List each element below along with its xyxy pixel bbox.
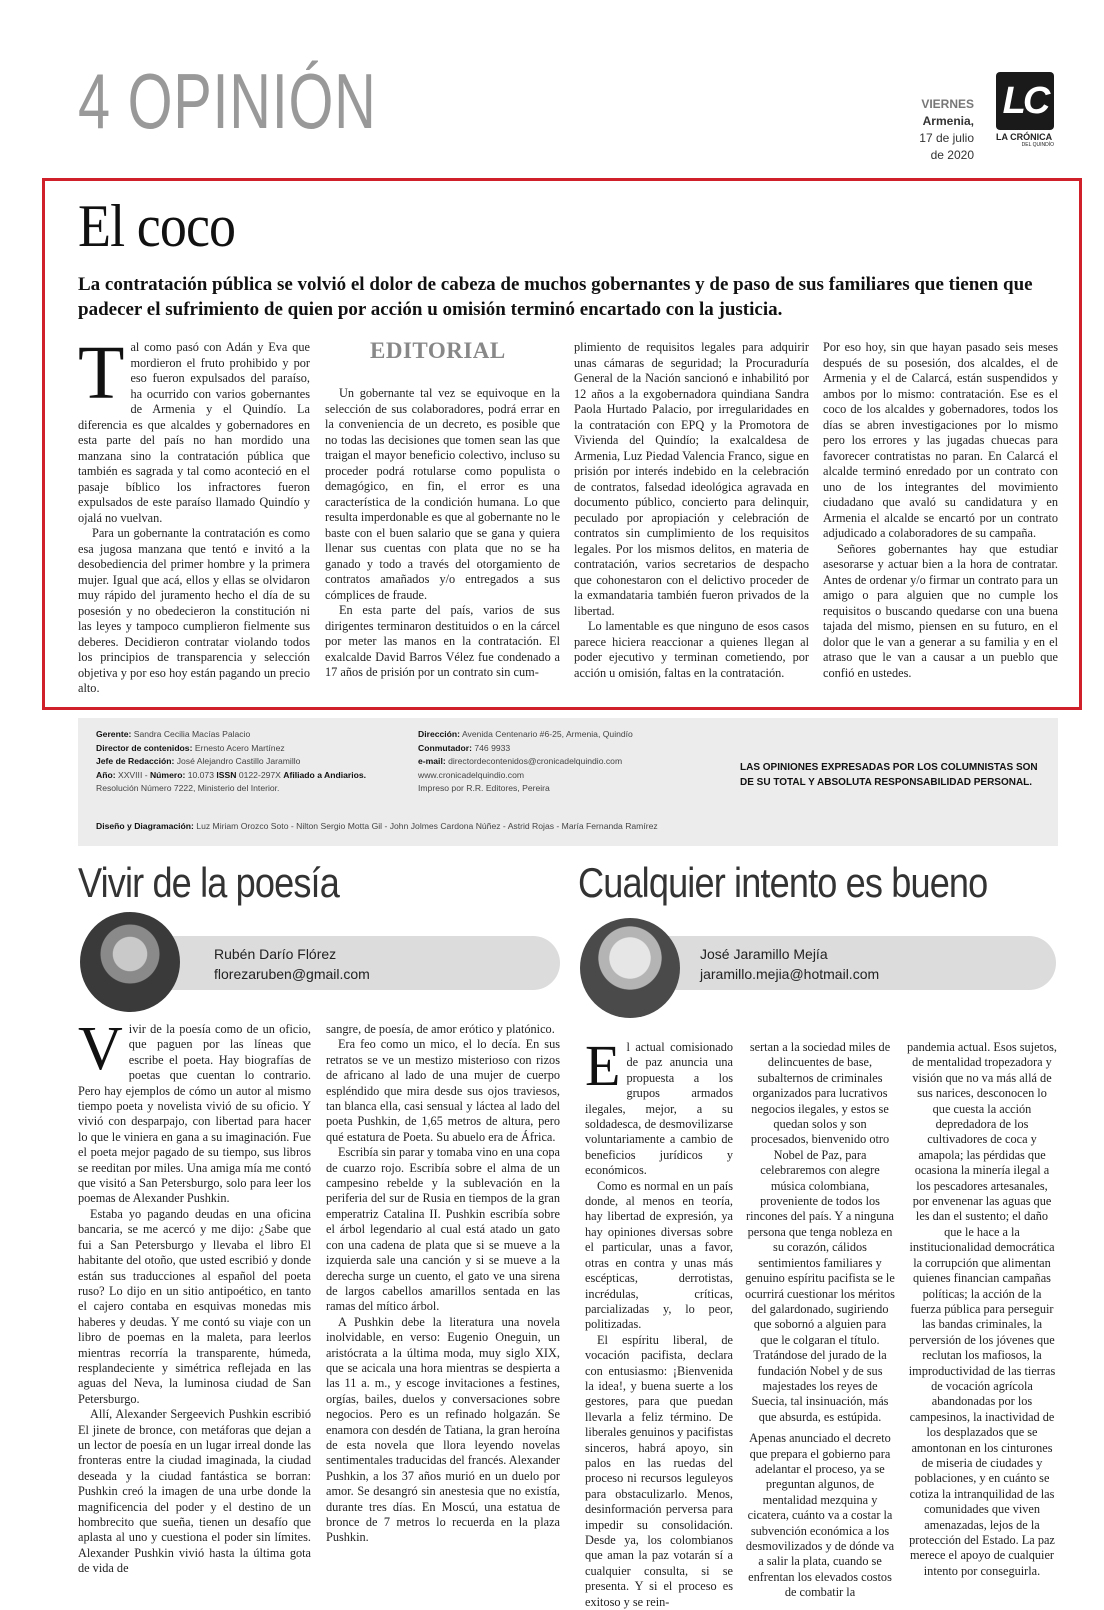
- paragraph: Señores gobernantes hay que estudiar asesorarse y actuar bien a la hora de contratar. Antes de ordenar y/o firmar un contrato para un amigo o para alguien que no cumple los requisitos o buscando quedarse con una buena tajada del mismo, piensen en su futuro, en el dolor que le van a generar a su familia y en el atraso que le van a causar a un pueblo que confió en ustedes.: [823, 541, 1058, 680]
- section-title: 4 OPINIÓN: [78, 57, 377, 145]
- value: Sandra Cecilia Macías Palacio: [133, 729, 251, 739]
- byline-right: [650, 936, 1056, 990]
- newspaper-logo: [996, 72, 1054, 148]
- column-title-left: Vivir de la poesía: [78, 859, 339, 906]
- label: Número:: [149, 769, 186, 780]
- author-email[interactable]: jaramillo.mejia@hotmail.com: [700, 966, 880, 982]
- date-line1: 17 de julio: [919, 131, 974, 145]
- value: Afiliado a Andiarios.: [283, 769, 367, 780]
- paragraph: sangre, de poesía, de amor erótico y platónico.: [326, 1022, 555, 1036]
- paragraph: l actual comisionado de paz anuncia una propuesta a los grupos armados ilegales, mejor, a su soldadesca, de desmovilizarse voluntariamente a cambio de beneficios jurídicos y económicos.: [585, 1040, 733, 1178]
- column-left-text-2: [326, 1022, 560, 1546]
- value: XXVIII: [117, 769, 143, 780]
- byline-left: [150, 936, 560, 990]
- editorial-label: EDITORIAL: [370, 338, 506, 363]
- author-email[interactable]: florezaruben@gmail.com: [214, 966, 370, 982]
- editorial-lede: La contratación pública se volvió el dolor de cabeza de muchos gobernantes y de paso de sus familiares que tienen que padecer el sufrimiento de quien por acción u omisión terminó encartado con la justicia.: [78, 274, 1033, 320]
- editorial-title: El coco: [78, 193, 236, 259]
- paragraph: ivir de la poesía como de un oficio, que paguen por las líneas que escribe el poeta. Hay biografías de poetas que cuentan lo contrario. Pero hay ejemplos de cómo un autor al mismo tiempo poeta y novelista vivió de su oficio. Y vivió con desparpajo, con libertad para hacer lo que le viniera en gana a su imaginación. Fue el poeta mejor pagado de su tiempo, sus libros se reeditan por miles. Una amiga mía me contó que visitó a San Petersburgo, solo para leer los poemas de Alexander Pushkin.: [78, 1022, 311, 1206]
- paragraph: Lo lamentable es que ninguno de esos casos parece hiciera reaccionar a quienes llegan al poder ejecutivo y terminan cometiendo, por acción u omisión, faltas en la contratación.: [574, 619, 809, 680]
- date-line2: de 2020: [930, 148, 974, 162]
- editorial-column-3: [574, 340, 809, 681]
- date-day: VIERNES: [921, 97, 974, 111]
- paragraph: plimiento de requisitos legales para adquirir unas cámaras de seguridad; la Procuraduría General de la Nación sancionó e inhabilitó por 12 años a la exgobernadora quindiana Sandra Paola Hurtado Palacio, por irregularidades en la contratación con EPQ y la Promotora de Vivienda del Quindío; la exalcaldesa de Armenia, Luz Piedad Valencia Franco, sigue en prisión por interés indebido en la celebración de contratos, falsedad ideológica agravada en documento público, concierto para delinquir, peculado por apropiación y celebración de contratos sin cumplimiento de los requisitos legales. Por los mismos delitos, en materia de contratación, varios secretarios de despacho que cohonestaron con el delictivo proceder de la exmandataria también fueron privados de la libertad.: [574, 340, 809, 618]
- logo-icon: LC: [996, 72, 1054, 130]
- author-name: José Jaramillo Mejía: [700, 946, 828, 962]
- logo-name: LA CRÓNICA: [996, 132, 1053, 142]
- editorial-column-4: [823, 340, 1058, 681]
- column-right-text-2: [745, 1040, 895, 1607]
- date-city: Armenia,: [922, 114, 974, 128]
- paragraph: Para un gobernante la contratación es como esa jugosa manzana que tentó e invitó a la desobediencia del primer hombre y la primera mujer. Igual que acá, ellos y ellas se olvidaron muy rápido del juramento hecho el día de su posesión y no obedecieron la constitución ni las leyes y tampoco cumplieron fielmente sus deberes. Decidieron contratar violando todos los principios de transparencia y selección objetiva y por eso hoy están pagando un precio alto.: [78, 526, 310, 695]
- value: 10.073: [187, 769, 214, 780]
- paragraph: Un gobernante tal vez se equivoque en la selección de sus colaboradores, podrá errar en la conveniencia de un decreto, es posible que no todas las decisiones que tomen sean las que traigan el mayor beneficio colectivo, incluso su proceder podrá rotularse como populista o demagógico, en fin, el error es una característica de la condición humana. Lo que resulta imperdonable es que al gobernante no le baste con el buen salario que se gana y quiera llenar sus cuentas con plata que no se ha ganado y todo a través del otorgamiento de contratos amañados y/o entregados a sus cómplices de fraude.: [325, 386, 560, 602]
- paragraph: Era feo como un mico, el lo decía. En sus retratos se ve un mestizo misterioso con rizos de africano al lado de una mujer de cuerpo espléndido que mira desde sus ojos traviesos, tan blanca ella, casi sensual y láctea al lado del poeta Pushkin, de 1,65 metros de altura, pero qué estatura de Poeta. Su abuelo era de África.: [326, 1037, 560, 1144]
- paragraph: sertan a la sociedad miles de delincuentes de base, subalternos de criminales organizados para lucrativos negocios ilegales, y estos se quedan solos y son procesados, bienvenido otro Nobel de Paz, para celebraremos con alegre música colombiana, proveniente de todos los rincones del país. Y a ninguna persona que tenga nobleza en su corazón, cálidos sentimientos familiares y genuino espíritu pacifista se le ocurrirá cuestionar los méritos del galardonado, sugiriendo que sobornó a alguien para que le colgaran el título. Tratándose del jurado de la fundación Nobel y de sus majestades los reyes de Suecia, tal insinuación, más que absurda, es estúpida.: [745, 1040, 895, 1424]
- value: Impreso por R.R. Editores, Pereira: [418, 783, 550, 793]
- value: 0122-297X: [238, 769, 281, 780]
- website-link[interactable]: www.cronicadelquindio.com: [418, 769, 525, 780]
- paragraph: El espíritu liberal, de vocación pacifista, declara con entusiasmo: ¡Bienvenida la idea!, y buena suerte a los gestores, para que puedan llevarla a feliz término. De liberales genuinos y pacifistas sinceros, habrá apoyo, sin palos en las ruedas del proceso ni recursos leguleyos para obstaculizarlo. Menos, desinformación perversa para impedir su consolidación. Desde ya, los colombianos que aman la paz votarán sí a cualquier consulta, si se presenta. Y si el proceso es exitoso y se rein-: [585, 1332, 733, 1609]
- label: Director de contenidos:: [96, 742, 193, 753]
- disclaimer: LAS OPINIONES EXPRESADAS POR LOS COLUMNISTAS SON DE SU TOTAL Y ABSOLUTA RESPONSABILIDAD PERSONAL.: [740, 762, 1038, 788]
- paragraph: A Pushkin debe la literatura una novela inolvidable, en verso: Eugenio Oneguin, un aristócrata a la última moda, muy siglo XIX, que se acicala una hora mientras se despierta a las 11 a. m., y escoge invitaciones a festines, orgías, bailes, duelos y conversaciones sobre negocios. Pero es un refinado holgazán. Se enamora con desdén de Tatiana, la gran heroína de esta novela que llora leyendo novelas sentimentales traducidas del francés. Alexander Pushkin, a los 37 años murió en un duelo por amor. Se desangró sin anestesia que no existía, durante tres días. En Moscú, una estatua de bronce de 7 metros lo recuerda en la plaza Pushkin.: [326, 1314, 560, 1545]
- paragraph: pandemia actual. Esos sujetos, de mentalidad tropezadora y visión que no va más allá de sus narices, desconocen lo que cuesta la acción depredadora de los cultivadores de coca y amapola; las pérdidas que ocasiona la minería ilegal a los pescadores artesanales, por envenenar las aguas que les dan el sustento; el daño que le hace a la institucionalidad democrática la corrupción que alimentan quienes financian campañas políticas; la acción de la fuerza pública para perseguir las bandas criminales, la perversión de los jóvenes que reclutan los mafiosos, la improductividad de las tierras de vocación agrícola abandonadas por los campesinos, la inactividad de los desplazados que se amontonan en los cinturones de miseria de ciudades y poblaciones, y en cuánto se cotiza la intranquilidad de las comunidades que viven amenazadas, lejos de la protección del Estado. La paz merece el apoyo de cualquier intento por conseguirla.: [907, 1040, 1057, 1578]
- label: Gerente:: [96, 729, 132, 739]
- value: 746 9933: [474, 742, 511, 753]
- editorial-column-1: [78, 331, 310, 697]
- logo-sub: DEL QUINDÍO: [1021, 142, 1054, 148]
- column-right-text-3: [907, 1040, 1057, 1585]
- paragraph: Estaba yo pagando deudas en una oficina bancaria, se me acercó y me dijo: ¿Sabe que fui a San Petersburgo y llevaba el libro El habitante del otoño, que usted escribió y donde están sus traducciones al español del poeta ruso? Lo dijo en un sitio antipoético, en tanto el cajero contaba en esquivas monedas mis haberes y deudas. Y me contó su viaje con un libro de poemas en la maleta, para leerlos mientras recorría la transparente, húmeda, resplandeciente y simétrica reflejada en las aguas del Neva, la luminosa ciudad de San Petersburgo.: [78, 1206, 311, 1406]
- value: José Alejandro Castillo Jaramillo: [176, 756, 301, 766]
- label: Diseño y Diagramación:: [96, 821, 194, 831]
- date-block: [919, 96, 974, 164]
- column-title-right: Cualquier intento es bueno: [578, 859, 988, 906]
- column-dropcap: V: [78, 1015, 123, 1083]
- value: Ernesto Acero Martínez: [194, 742, 285, 753]
- author-name: Rubén Darío Flórez: [214, 946, 337, 962]
- value: Luz Miriam Orozco Soto - Nilton Sergio Motta Gil - John Jolmes Cardona Núñez - Astrid Rojas - María Fernanda Ramírez: [196, 821, 658, 831]
- label: Dirección:: [418, 729, 461, 739]
- paragraph: Apenas anunciado el decreto que prepara el gobierno para adelantar el proceso, ya se preguntan algunos, de mentalidad mezquina y cicatera, cuánto va a costar la subvención económica a los desmovilizados y de dónde va a salir la plata, cuando se enfrentan los elevados costos de combatir la: [745, 1431, 895, 1600]
- paragraph: Escribía sin parar y tomaba vino en una copa de cuarzo rojo. Escribía sobre el alma de un campesino rebelde y la sublevación en la periferia del sur de Rusia en tiempos de la gran emperatriz Catalina II. Pushkin escribía sobre el árbol legendario al cual está atado un gato con una cadena de plata que si se mueve a la izquierda sale una canción y si se mueve a la derecha surge un cuento, el gato ve una sirena de largos cabellos amarillos sentada en las ramas del mítico árbol.: [326, 1145, 560, 1314]
- value: Resolución Número 7222, Ministerio del Interior.: [96, 783, 280, 793]
- label: Jefe de Redacción:: [96, 756, 175, 766]
- credits-contact: [418, 728, 718, 796]
- label: Conmutador:: [418, 742, 472, 753]
- credits-staff: Gerente: Sandra Cecilia Macías Palacio Director de contenidos: Ernesto Acero Martínez Jefe de Redacción: José Alejandro Castillo Jaramillo Año: XXVIII - Número: 10.073 ISSN 0122-297X Afiliado a Andiarios. Resolución Número 7222, Ministerio del Interior.: [96, 728, 426, 796]
- masthead-credits: [78, 718, 1058, 846]
- paragraph: Por eso hoy, sin que hayan pasado seis meses después de su posesión, dos alcaldes, el de Armenia y el de Calarcá, están suspendidos y ambos por lo mismo: contratación. Ese es el coco de los alcaldes y gobernadores, todos los días se abren investigaciones por lo mismo pero los errores y las jugadas chuecas para favorecer contratistas no paran. En Calarcá el alcalde terminó enredado por un contrato con uno de los integrantes del movimiento ciudadano que avaló su candidatura y en Armenia el alcalde se encartó por un contrato adjudicado a colaboradores de su campaña.: [823, 340, 1058, 540]
- label: Año:: [96, 769, 116, 780]
- author-photo-left: [80, 912, 180, 1012]
- editorial-column-2: [325, 386, 560, 681]
- column-right-text-1: [585, 1033, 733, 1610]
- email-link[interactable]: directordecontenidos@cronicadelquindio.com: [448, 756, 623, 766]
- value: Avenida Centenario #6-25, Armenia, Quindío: [461, 729, 633, 739]
- paragraph: En esta parte del país, varios de sus dirigentes terminaron destituidos o en la cárcel por meter las manos en la contratación. El exalcalde David Barros Vélez fue condenado a 17 años de prisión por un contrato sin cum-: [325, 603, 560, 679]
- paragraph: Como es normal en un país donde, al menos en teoría, hay libertad de expresión, ya hay opiniones diversas sobre el particular, unas a favor, otras en contra y unas más escépticas, derrotistas, incrédulas, críticas, parcializadas y, lo peor, politizadas.: [585, 1178, 733, 1332]
- credits-design: [96, 820, 996, 834]
- author-photo-right: [580, 918, 680, 1018]
- column-left-text-1: [78, 1015, 311, 1577]
- label: ISSN: [216, 769, 237, 780]
- paragraph: al como pasó con Adán y Eva que mordieron el fruto prohibido y por eso fueron expulsados del paraíso, ha ocurrido con varios gobernantes de Armenia y el Quindío. La diferencia es que alcaldes y gobernadores en esta parte del país no han mordido una manzana sino la contratación pública que también es sagrada y tal como aconteció en el pasaje bíblico los infractores fueron expulsados de este paraíso llamado Quindío y ojalá no vuelvan.: [78, 340, 310, 525]
- label: e-mail:: [418, 756, 446, 766]
- paragraph: Allí, Alexander Sergeevich Pushkin escribió El jinete de bronce, con metáforas que dejan a un lector de poesía en un lugar irreal donde las fronteras entre la ciudad imaginada, la ciudad deseada y la ciudad fantástica se borran: Pushkin creó la imagen de una urbe donde la magnificencia del poder y el destino de un hombrecito que sueña, tienen un desafío que aplasta al uno y cuestiona el poder sin límites. Alexander Pushkin vivió hasta la última gota de vida de: [78, 1407, 311, 1576]
- editorial-dropcap: T: [78, 331, 125, 415]
- column-dropcap: E: [585, 1033, 621, 1098]
